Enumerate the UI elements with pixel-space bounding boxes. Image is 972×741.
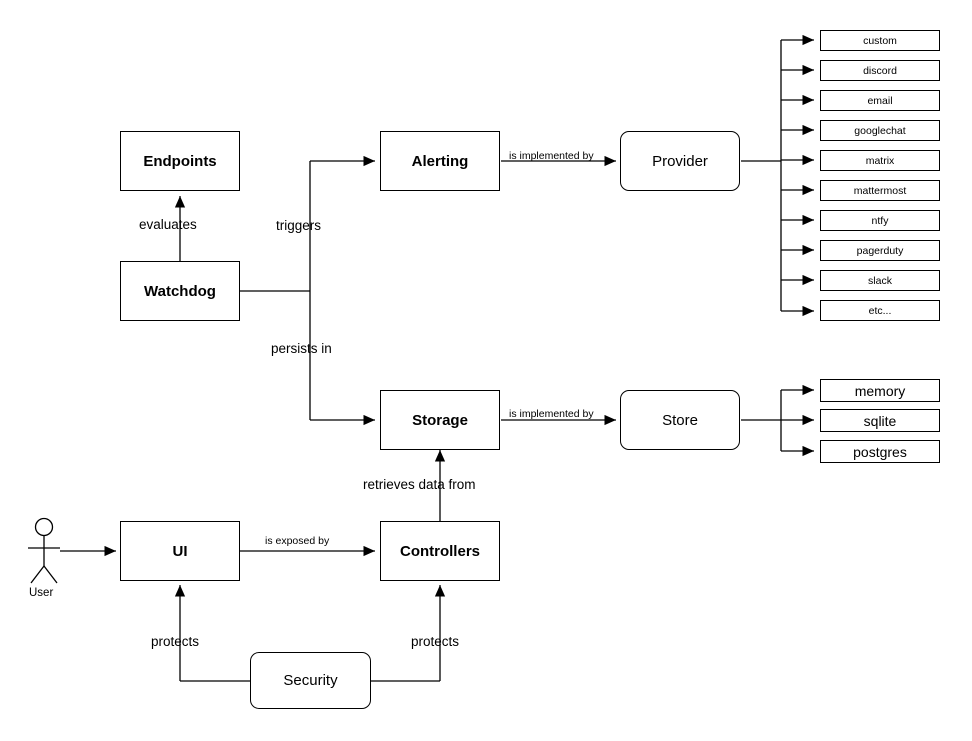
provider-impl-ntfy[interactable]: ntfy (820, 210, 940, 231)
actor-label: User (29, 587, 54, 599)
node-security[interactable]: Security (250, 652, 371, 709)
node-storage[interactable]: Storage (380, 390, 500, 450)
store-impl-postgres[interactable]: postgres (820, 440, 940, 463)
node-alerting[interactable]: Alerting (380, 131, 500, 191)
edge-label-evaluates: evaluates (139, 217, 197, 232)
store-impl-sqlite[interactable]: sqlite (820, 409, 940, 432)
provider-impl-etc[interactable]: etc... (820, 300, 940, 321)
edge-label-triggers: triggers (276, 218, 322, 233)
actor-head-icon (36, 519, 53, 536)
node-endpoints[interactable]: Endpoints (120, 131, 240, 191)
node-controllers[interactable]: Controllers (380, 521, 500, 581)
provider-impl-mattermost[interactable]: mattermost (820, 180, 940, 201)
provider-impl-googlechat[interactable]: googlechat (820, 120, 940, 141)
edge-label-is-exposed-by: is exposed by (265, 535, 330, 547)
provider-impl-slack[interactable]: slack (820, 270, 940, 291)
node-provider[interactable]: Provider (620, 131, 740, 191)
edge-label-storage-store: is implemented by (509, 408, 594, 420)
edge-label-protects-controllers: protects (411, 634, 460, 649)
edge-label-persists-in: persists in (271, 341, 332, 356)
edge-label-retrieves-data-from: retrieves data from (363, 477, 476, 492)
node-watchdog[interactable]: Watchdog (120, 261, 240, 321)
actor-leg-right-icon (44, 566, 57, 583)
actor-leg-left-icon (31, 566, 44, 583)
node-store[interactable]: Store (620, 390, 740, 450)
edge-label-protects-ui: protects (151, 634, 200, 649)
store-impl-memory[interactable]: memory (820, 379, 940, 402)
provider-impl-pagerduty[interactable]: pagerduty (820, 240, 940, 261)
provider-impl-custom[interactable]: custom (820, 30, 940, 51)
provider-impl-matrix[interactable]: matrix (820, 150, 940, 171)
provider-impl-email[interactable]: email (820, 90, 940, 111)
provider-impl-discord[interactable]: discord (820, 60, 940, 81)
node-ui[interactable]: UI (120, 521, 240, 581)
edge-label-alerting-provider: is implemented by (509, 150, 594, 162)
